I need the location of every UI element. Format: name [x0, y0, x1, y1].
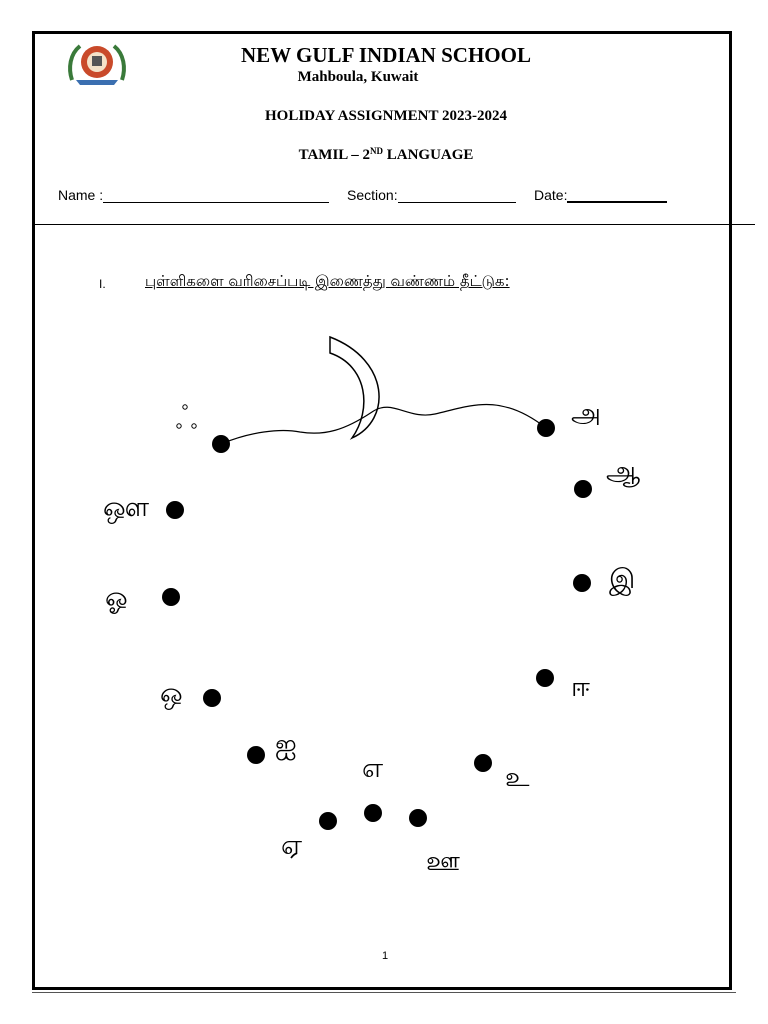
dot[interactable]: [166, 501, 184, 519]
small-circle: [177, 424, 181, 428]
question-number: I.: [99, 277, 106, 291]
subject-prefix: TAMIL – 2: [298, 147, 370, 163]
letter-au: ஔ: [103, 492, 150, 523]
date-label: Date:: [534, 187, 568, 203]
small-circle: [192, 424, 196, 428]
letter-a: அ: [571, 398, 602, 429]
letter-uu: ஊ: [426, 846, 460, 877]
dot[interactable]: [573, 574, 591, 592]
subject-superscript: ND: [369, 146, 383, 156]
dot[interactable]: [247, 746, 265, 764]
letter-aa: ஆ: [606, 456, 641, 487]
name-label: Name :: [58, 187, 104, 203]
school-name: NEW GULF INDIAN SCHOOL: [241, 43, 531, 67]
dot[interactable]: [212, 435, 230, 453]
wavy-line: [221, 405, 546, 445]
letter-ai: ஐ: [275, 729, 297, 760]
dot[interactable]: [364, 804, 382, 822]
dot[interactable]: [409, 809, 427, 827]
letter-i: இ: [609, 564, 636, 595]
question-text: புள்ளிகளை வரிசைப்படி இணைத்து வண்ணம் தீட்டுக:: [145, 272, 510, 290]
dot[interactable]: [162, 588, 180, 606]
letter-e: எ: [362, 753, 384, 784]
dot[interactable]: [203, 689, 221, 707]
dot[interactable]: [537, 419, 555, 437]
letter-ii: ஈ: [571, 672, 591, 703]
school-location: Mahboula, Kuwait: [297, 69, 419, 85]
dot[interactable]: [474, 754, 492, 772]
letter-o: ஒ: [160, 678, 183, 709]
dot[interactable]: [536, 669, 554, 687]
section-label: Section:: [347, 187, 398, 203]
page-number: 1: [382, 950, 389, 962]
dot[interactable]: [319, 812, 337, 830]
dot[interactable]: [574, 480, 592, 498]
letter-ee: ஏ: [281, 830, 303, 861]
letter-oo: ஓ: [105, 582, 128, 613]
assignment-title: HOLIDAY ASSIGNMENT 2023-2024: [265, 108, 507, 124]
letter-u: உ: [505, 762, 530, 793]
small-circle: [183, 405, 187, 409]
subject-suffix: LANGUAGE: [382, 147, 474, 163]
